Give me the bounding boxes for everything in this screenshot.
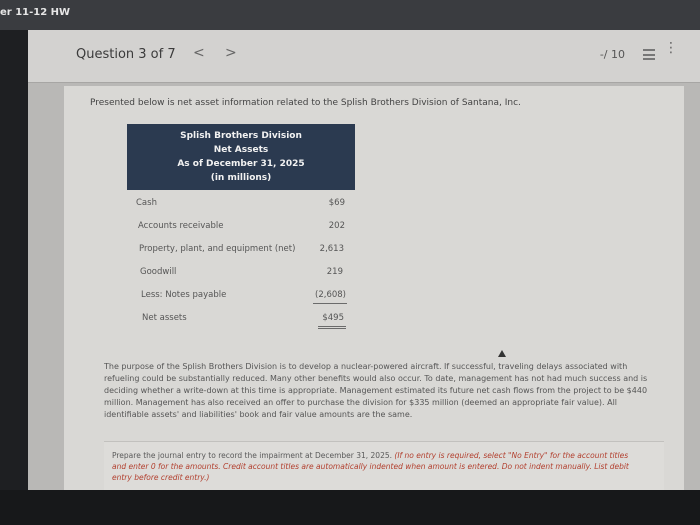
row-value-goodwill: 219 bbox=[326, 267, 343, 277]
question-content bbox=[64, 86, 684, 490]
more-options-icon[interactable]: ⋮ bbox=[664, 40, 678, 56]
prev-question-button[interactable]: < bbox=[193, 45, 205, 61]
question-title: Question 3 of 7 bbox=[76, 47, 176, 62]
instruction-note: (If no entry is required, select "No Entry" for the account titles and enter 0 for the amounts. Credit account titles are automatically indented when amount is entered. Do not indent manually. List debit entry before credit entry.) bbox=[112, 451, 629, 482]
row-value-ppe: 2,613 bbox=[319, 244, 344, 254]
intro-text: Presented below is net asset information related to the Splish Brothers Division of Santana, Inc. bbox=[90, 98, 521, 108]
scenario-paragraph: The purpose of the Splish Brothers Division is to develop a nuclear-powered aircraft. If successful, traveling delays associated with refueling could be substantially reduced. Many other benefits would also occur. To date, management has not had much success and is deciding whether a write-down at this time is appropriate. Management estimated its future net cash flows from the project to be $440 million. Management has also received an offer to purchase the division for $335 million (deemed an appropriate fair value). All identifiable assets' and liabilities' book and fair value amounts are the same. bbox=[104, 362, 648, 419]
row-label-accounts-receivable: Accounts receivable bbox=[138, 221, 224, 231]
total-rule-1 bbox=[318, 326, 346, 327]
question-list-icon[interactable] bbox=[643, 49, 655, 60]
row-label-goodwill: Goodwill bbox=[140, 267, 177, 277]
table-header-line2: Net Assets bbox=[213, 145, 269, 155]
table-header-line1: Splish Brothers Division bbox=[180, 131, 302, 141]
table-header-line4: (in millions) bbox=[210, 173, 272, 183]
question-frame bbox=[28, 30, 700, 490]
table-header-line3: As of December 31, 2025 bbox=[177, 159, 305, 169]
mouse-cursor-icon bbox=[498, 350, 506, 357]
row-value-cash: $69 bbox=[328, 198, 345, 208]
instruction-text bbox=[112, 450, 632, 483]
total-rule-2 bbox=[318, 328, 346, 329]
row-value-notes-payable: (2,608) bbox=[315, 290, 346, 300]
next-question-button[interactable]: > bbox=[225, 45, 237, 61]
bottom-dark-bar bbox=[0, 490, 700, 525]
subtotal-rule bbox=[313, 303, 347, 304]
browser-top-strip bbox=[0, 0, 700, 30]
row-label-ppe: Property, plant, and equipment (net) bbox=[139, 244, 296, 254]
question-score: -/ 10 bbox=[599, 48, 625, 61]
row-value-accounts-receivable: 202 bbox=[328, 221, 345, 231]
instruction-main: Prepare the journal entry to record the impairment at December 31, 2025. bbox=[112, 451, 395, 460]
row-label-cash: Cash bbox=[136, 198, 157, 208]
question-header-bar bbox=[28, 30, 700, 83]
net-assets-table-header bbox=[127, 124, 355, 190]
row-label-net-assets: Net assets bbox=[142, 313, 187, 323]
assignment-title: er 11-12 HW bbox=[0, 7, 71, 18]
row-label-notes-payable: Less: Notes payable bbox=[141, 290, 227, 300]
row-value-net-assets: $495 bbox=[322, 313, 344, 323]
instruction-box bbox=[104, 441, 664, 490]
